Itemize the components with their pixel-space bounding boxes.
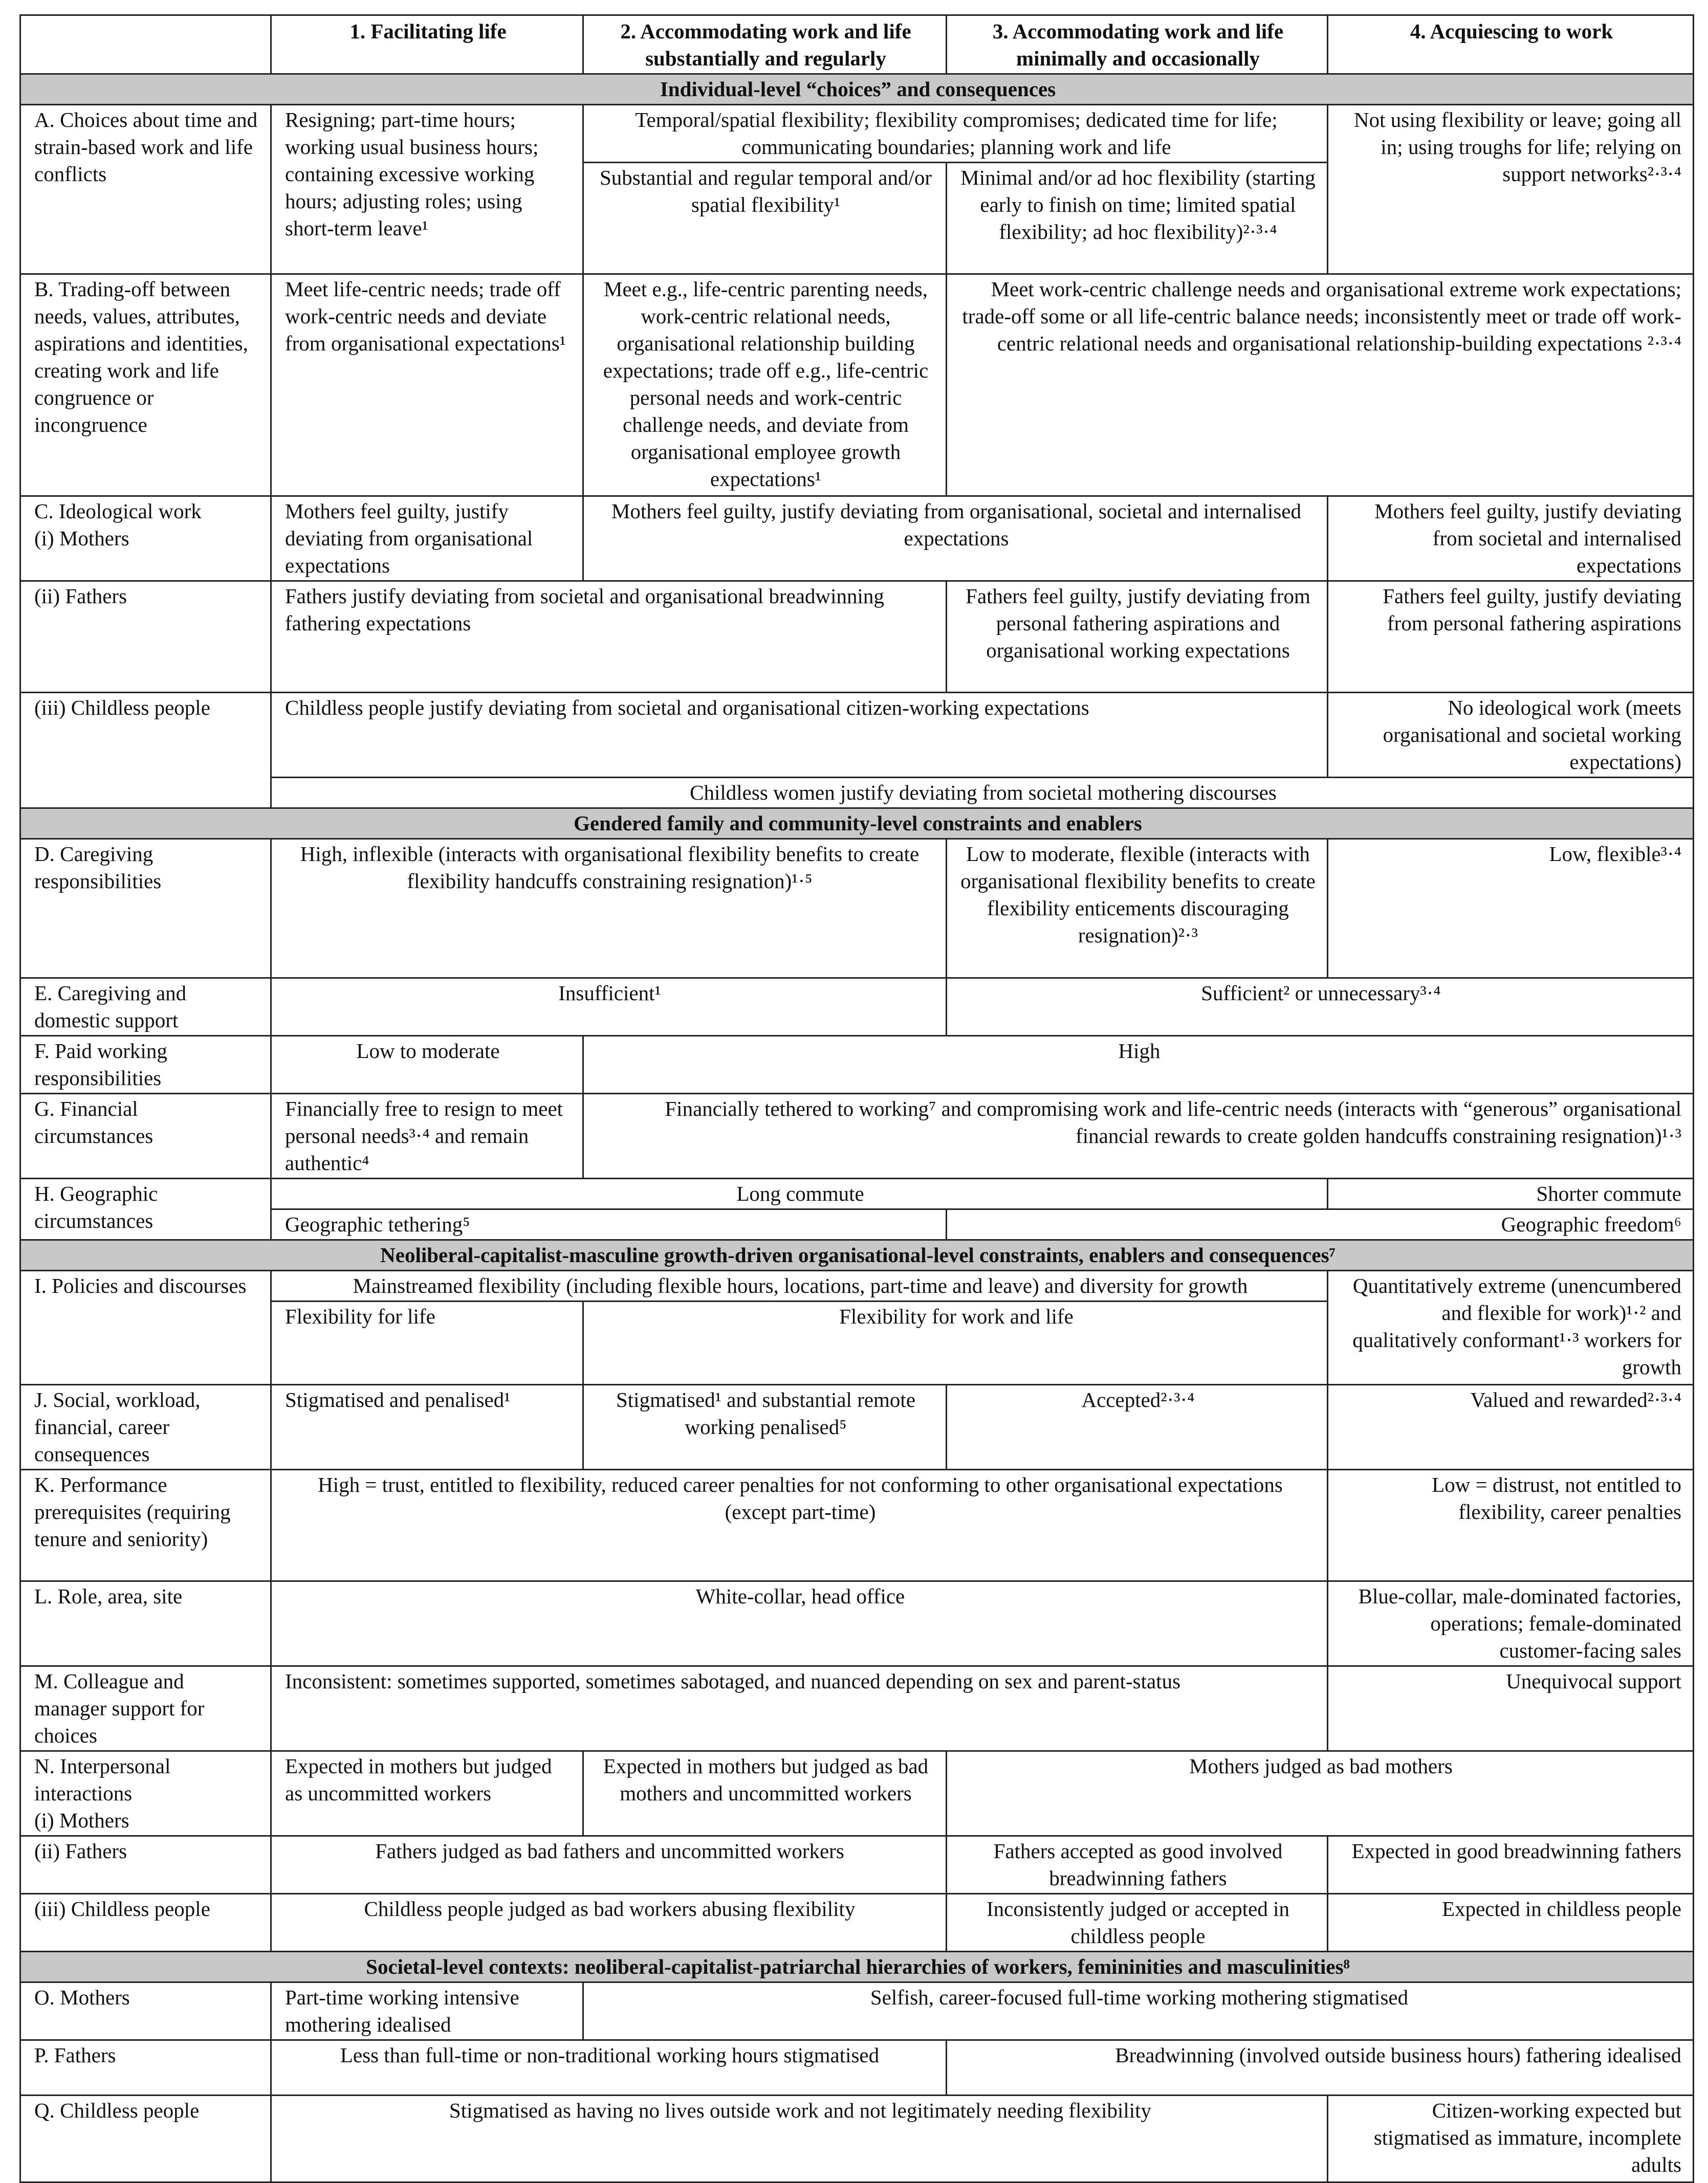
table-row: [20, 839, 1694, 978]
section-row: [20, 1240, 1694, 1271]
table-row: [20, 1982, 1694, 2040]
cell-c-1: Mothers feel guilty, justify deviating from organisational expectations: [271, 496, 583, 581]
cell-m-4: Unequivocal support: [1328, 1666, 1694, 1751]
table-row: [20, 1179, 1694, 1209]
cell-a-3: Minimal and/or ad hoc flexibility (starting early to finish on time; limited spatial flexibility; ad hoc flexibility)²·³·⁴: [947, 163, 1328, 274]
row-label-f: F. Paid working responsibilities: [20, 1036, 271, 1094]
cell-j-1: Stigmatised and penalised¹: [271, 1385, 583, 1470]
row-label-c: C. Ideological work (i) Mothers: [20, 496, 271, 581]
table-row: [20, 1385, 1694, 1470]
cell-i-2-3: Flexibility for work and life: [583, 1302, 1328, 1385]
row-label-l: L. Role, area, site: [20, 1581, 271, 1666]
table-row: [20, 1836, 1694, 1894]
cell-k-4: Low = distrust, not entitled to flexibility, career penalties: [1328, 1470, 1694, 1581]
cell-a-2-3-top: Temporal/spatial flexibility; flexibility compromises; dedicated time for life; communicating boundaries; planning work and life: [583, 105, 1328, 163]
cell-q-4: Citizen-working expected but stigmatised as immature, incomplete adults: [1328, 2096, 1694, 2182]
cell-n3-1-2: Childless people judged as bad workers abusing flexibility: [271, 1894, 947, 1952]
cell-b-3-4: Meet work-centric challenge needs and organisational extreme work expectations; trade-off some or all life-centric balance needs; inconsistently meet or trade off work-centric relational needs and organisational relationship-building expectations ²·³·⁴: [947, 274, 1694, 496]
row-label-h: H. Geographic circumstances: [20, 1179, 271, 1240]
cell-i-1: Flexibility for life: [271, 1302, 583, 1385]
table-row: [20, 581, 1694, 693]
header-blank: [20, 15, 271, 74]
cell-d-3: Low to moderate, flexible (interacts with organisational flexibility benefits to create flexibility enticements discouraging resignation)²·³: [947, 839, 1328, 978]
table-row: [20, 105, 1694, 163]
row-label-i: I. Policies and discourses: [20, 1271, 271, 1385]
table-row: [20, 274, 1694, 496]
cell-h-4: Shorter commute: [1328, 1179, 1694, 1209]
cell-h2-1-2: Geographic tethering⁵: [271, 1209, 947, 1240]
cell-g-2-4: Financially tethered to working⁷ and compromising work and life-centric needs (interacts with “generous” organisational financial rewards to create golden handcuffs constraining resignation)¹·³: [583, 1094, 1694, 1179]
row-label-d: D. Caregiving responsibilities: [20, 839, 271, 978]
table-row: [20, 1094, 1694, 1179]
cell-n3-3: Inconsistently judged or accepted in childless people: [947, 1894, 1328, 1952]
row-label-m: M. Colleague and manager support for choices: [20, 1666, 271, 1751]
cell-b-1: Meet life-centric needs; trade off work-centric needs and deviate from organisational expectations¹: [271, 274, 583, 496]
header-row: [20, 15, 1694, 74]
cell-n3-4: Expected in childless people: [1328, 1894, 1694, 1952]
table-row: [20, 2040, 1694, 2096]
cell-j-2: Stigmatised¹ and substantial remote working penalised⁵: [583, 1385, 947, 1470]
cell-o-1: Part-time working intensive mothering idealised: [271, 1982, 583, 2040]
cell-a-2: Substantial and regular temporal and/or spatial flexibility¹: [583, 163, 947, 274]
header-col-3: 3. Accommodating work and life minimally and occasionally: [947, 15, 1328, 74]
cell-k-1-3: High = trust, entitled to flexibility, reduced career penalties for not conforming to other organisational expectations (except part-time): [271, 1470, 1328, 1581]
cell-c2-3: Fathers feel guilty, justify deviating from personal fathering aspirations and organisational working expectations: [947, 581, 1328, 693]
cell-m-1-3: Inconsistent: sometimes supported, sometimes sabotaged, and nuanced depending on sex and parent-status: [271, 1666, 1328, 1751]
row-label-b: B. Trading-off between needs, values, attributes, aspirations and identities, creating work and life congruence or incongruence: [20, 274, 271, 496]
cell-h-1-3: Long commute: [271, 1179, 1328, 1209]
cell-c2-4: Fathers feel guilty, justify deviating from personal fathering aspirations: [1328, 581, 1694, 693]
header-col-1: 1. Facilitating life: [271, 15, 583, 74]
cell-l-4: Blue-collar, male-dominated factories, operations; female-dominated customer-facing sales: [1328, 1581, 1694, 1666]
cell-i-4: Quantitatively extreme (unencumbered and flexible for work)¹·² and qualitatively conformant¹·³ workers for growth: [1328, 1271, 1694, 1385]
row-label-n-childless: (iii) Childless people: [20, 1894, 271, 1952]
cell-c-2-3: Mothers feel guilty, justify deviating from organisational, societal and internalised expectations: [583, 496, 1328, 581]
row-label-j: J. Social, workload, financial, career consequences: [20, 1385, 271, 1470]
cell-d-4: Low, flexible³·⁴: [1328, 839, 1694, 978]
table-row: [20, 496, 1694, 581]
row-label-c-childless: (iii) Childless people: [20, 693, 271, 808]
table-row: [20, 2096, 1694, 2182]
framework-table-page: [19, 14, 1693, 2183]
cell-f-2-4: High: [583, 1036, 1694, 1094]
header-col-2: 2. Accommodating work and life substantially and regularly: [583, 15, 947, 74]
table-row: [20, 693, 1694, 778]
cell-p-1-2: Less than full-time or non-traditional working hours stigmatised: [271, 2040, 947, 2096]
cell-n-2: Expected in mothers but judged as bad mothers and uncommitted workers: [583, 1751, 947, 1836]
cell-b-2: Meet e.g., life-centric parenting needs, work-centric relational needs, organisational relationship building expectations; trade off e.g., life-centric personal needs and work-centric challenge needs, and deviate from organisational employee growth expectations¹: [583, 274, 947, 496]
table-row: [20, 1666, 1694, 1751]
section-row: [20, 1952, 1694, 1982]
row-label-n: N. Interpersonal interactions (i) Mothers: [20, 1751, 271, 1836]
cell-l-1-3: White-collar, head office: [271, 1581, 1328, 1666]
cell-e-1-2: Insufficient¹: [271, 978, 947, 1036]
cell-g-1: Financially free to resign to meet personal needs³·⁴ and remain authentic⁴: [271, 1094, 583, 1179]
cell-j-3: Accepted²·³·⁴: [947, 1385, 1328, 1470]
cell-h2-3-4: Geographic freedom⁶: [947, 1209, 1694, 1240]
cell-a-4: Not using flexibility or leave; going all in; using troughs for life; relying on support networks²·³·⁴: [1328, 105, 1694, 274]
cell-c3-4: No ideological work (meets organisational and societal working expectations): [1328, 693, 1694, 778]
cell-e-3-4: Sufficient² or unnecessary³·⁴: [947, 978, 1694, 1036]
cell-q-1-3: Stigmatised as having no lives outside work and not legitimately needing flexibility: [271, 2096, 1328, 2182]
cell-n2-3: Fathers accepted as good involved breadwinning fathers: [947, 1836, 1328, 1894]
cell-p-3-4: Breadwinning (involved outside business hours) fathering idealised: [947, 2040, 1694, 2096]
row-label-k: K. Performance prerequisites (requiring tenure and seniority): [20, 1470, 271, 1581]
row-label-o: O. Mothers: [20, 1982, 271, 2040]
cell-o-2-4: Selfish, career-focused full-time working mothering stigmatised: [583, 1982, 1694, 2040]
cell-f-1: Low to moderate: [271, 1036, 583, 1094]
section-societal: Societal-level contexts: neoliberal-capitalist-patriarchal hierarchies of workers, femininities and masculinities⁸: [20, 1952, 1694, 1982]
table-row: [20, 778, 1694, 808]
row-label-p: P. Fathers: [20, 2040, 271, 2096]
header-col-4: 4. Acquiescing to work: [1328, 15, 1694, 74]
cell-c-4: Mothers feel guilty, justify deviating from societal and internalised expectations: [1328, 496, 1694, 581]
table-row: [20, 978, 1694, 1036]
table-row: [20, 1271, 1694, 1302]
cell-n-1: Expected in mothers but judged as uncommitted workers: [271, 1751, 583, 1836]
cell-c3-1-3: Childless people justify deviating from societal and organisational citizen-working expectations: [271, 693, 1328, 778]
row-label-a: A. Choices about time and strain-based work and life conflicts: [20, 105, 271, 274]
section-row: [20, 808, 1694, 839]
table-row: [20, 1036, 1694, 1094]
cell-n2-1-2: Fathers judged as bad fathers and uncommitted workers: [271, 1836, 947, 1894]
table-row: [20, 1470, 1694, 1581]
section-row: [20, 74, 1694, 105]
cell-a-1: Resigning; part-time hours; working usual business hours; containing excessive working hours; adjusting roles; using short-term leave¹: [271, 105, 583, 274]
cell-c3-1-4: Childless women justify deviating from societal mothering discourses: [271, 778, 1694, 808]
row-label-q: Q. Childless people: [20, 2096, 271, 2182]
cell-j-4: Valued and rewarded²·³·⁴: [1328, 1385, 1694, 1470]
cell-d-1-2: High, inflexible (interacts with organisational flexibility benefits to create flexibility handcuffs constraining resignation)¹·⁵: [271, 839, 947, 978]
row-label-n-fathers: (ii) Fathers: [20, 1836, 271, 1894]
cell-n-3-4: Mothers judged as bad mothers: [947, 1751, 1694, 1836]
section-individual: Individual-level “choices” and consequences: [20, 74, 1694, 105]
framework-table: [19, 14, 1694, 2183]
row-label-c-fathers: (ii) Fathers: [20, 581, 271, 693]
row-label-e: E. Caregiving and domestic support: [20, 978, 271, 1036]
table-row: [20, 1209, 1694, 1240]
cell-i-1-3-top: Mainstreamed flexibility (including flexible hours, locations, part-time and leave) and diversity for growth: [271, 1271, 1328, 1302]
cell-c2-1-2: Fathers justify deviating from societal and organisational breadwinning fathering expectations: [271, 581, 947, 693]
table-row: [20, 1751, 1694, 1836]
cell-n2-4: Expected in good breadwinning fathers: [1328, 1836, 1694, 1894]
row-label-g: G. Financial circumstances: [20, 1094, 271, 1179]
table-row: [20, 1581, 1694, 1666]
section-organisational: Neoliberal-capitalist-masculine growth-driven organisational-level constraints, enablers and consequences⁷: [20, 1240, 1694, 1271]
section-family: Gendered family and community-level constraints and enablers: [20, 808, 1694, 839]
table-row: [20, 1894, 1694, 1952]
